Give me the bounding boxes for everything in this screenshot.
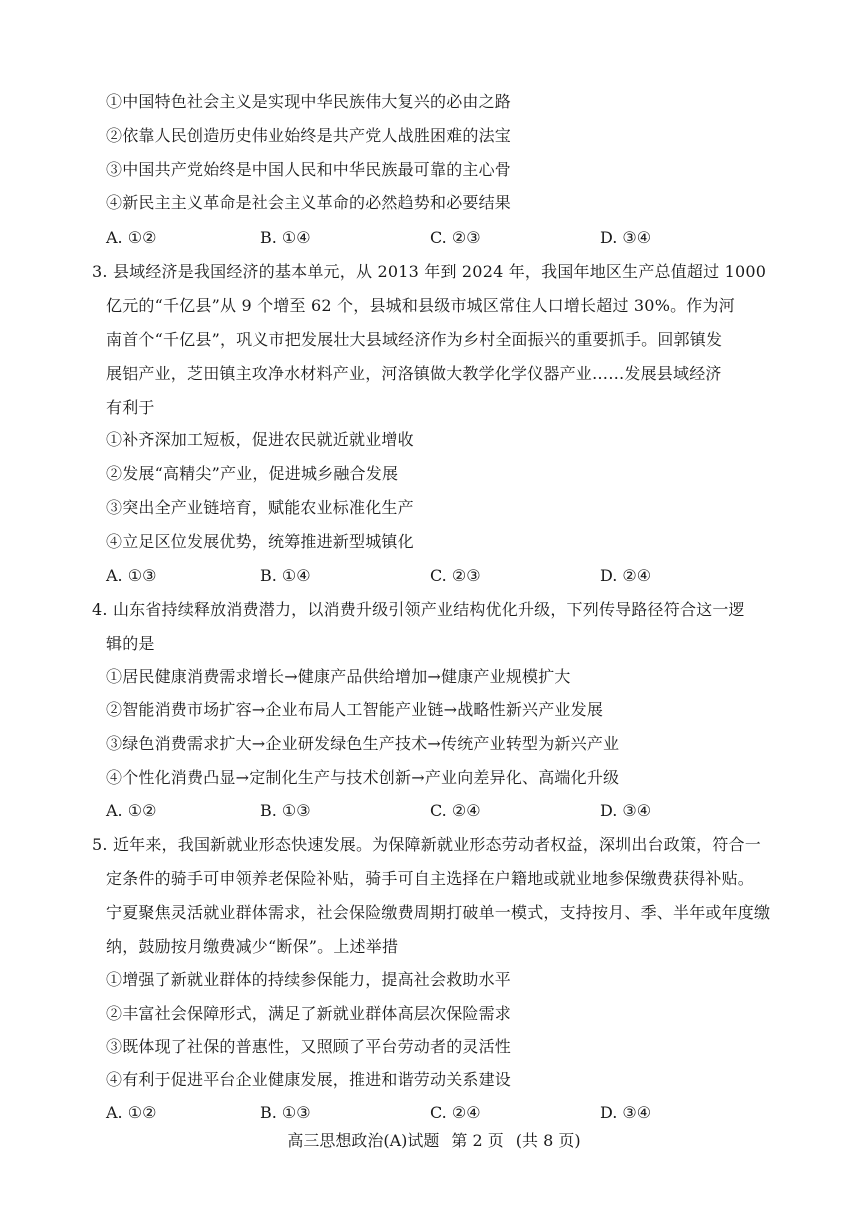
q5-choice-b: B. ①③: [260, 1103, 311, 1122]
q3-option-1: ①补齐深加工短板，促进农民就近就业增收: [106, 430, 414, 449]
q4-option-1: ①居民健康消费需求增长→健康产品供给增加→健康产业规模扩大: [106, 667, 571, 686]
q5-option-3: ③既体现了社保的普惠性，又照顾了平台劳动者的灵活性: [106, 1037, 512, 1056]
q3-option-4: ④立足区位发展优势，统筹推进新型城镇化: [106, 532, 414, 551]
q2-option-1: ①中国特色社会主义是实现中华民族伟大复兴的必由之路: [106, 92, 512, 111]
q3-option-2: ②发展“高精尖”产业，促进城乡融合发展: [106, 464, 399, 483]
q5-option-2: ②丰富社会保障形式，满足了新就业群体高层次保险需求: [106, 1004, 512, 1023]
q2-option-2: ②依靠人民创造历史伟业始终是共产党人战胜困难的法宝: [106, 126, 512, 145]
q5-stem-line-1: 5. 近年来，我国新就业形态快速发展。为保障新就业形态劳动者权益，深圳出台政策，符合一: [92, 835, 761, 854]
q3-choice-c: C. ②③: [430, 566, 481, 585]
q4-stem-line-2: 辑的是: [106, 634, 155, 653]
q3-choice-a: A. ①③: [106, 566, 157, 585]
q2-option-4: ④新民主主义革命是社会主义革命的必然趋势和必要结果: [106, 193, 512, 212]
q2-choice-a: A. ①②: [106, 228, 157, 247]
q4-choice-b: B. ①③: [260, 801, 311, 820]
q2-choice-d: D. ③④: [600, 228, 652, 247]
q5-choice-d: D. ③④: [600, 1103, 652, 1122]
q3-stem-line-1: 3. 县域经济是我国经济的基本单元，从 2013 年到 2024 年，我国年地区生产总值超过 1000: [92, 262, 767, 281]
q2-option-3: ③中国共产党始终是中国人民和中华民族最可靠的主心骨: [106, 160, 512, 179]
q3-stem-line-2: 亿元的“千亿县”从 9 个增至 62 个，县城和县级市城区常住人口增长超过 30%。作为河: [106, 296, 735, 315]
q3-choice-d: D. ②④: [600, 566, 652, 585]
q4-choice-d: D. ③④: [600, 801, 652, 820]
q5-option-4: ④有利于促进平台企业健康发展，推进和谐劳动关系建设: [106, 1070, 512, 1089]
q5-choice-c: C. ②④: [430, 1103, 481, 1122]
q3-stem-line-3: 南首个“千亿县”，巩义市把发展壮大县域经济作为乡村全面振兴的重要抓手。回郭镇发: [106, 330, 723, 349]
q5-stem-line-3: 宁夏聚焦灵活就业群体需求，社会保险缴费周期打破单一模式，支持按月、季、半年或年度缴: [106, 903, 771, 922]
q4-choice-c: C. ②④: [430, 801, 481, 820]
q5-option-1: ①增强了新就业群体的持续参保能力，提高社会救助水平: [106, 970, 512, 989]
footer-exam-title: 高三思想政治(A)试题: [287, 1131, 440, 1150]
q3-stem-line-4: 展铝产业，芝田镇主攻净水材料产业，河洛镇做大教学化学仪器产业……发展县域经济: [106, 364, 722, 383]
q3-stem-line-5: 有利于: [106, 398, 155, 417]
q4-option-4: ④个性化消费凸显→定制化生产与技术创新→产业向差异化、高端化升级: [106, 768, 620, 787]
q5-choice-a: A. ①②: [106, 1103, 157, 1122]
q4-option-2: ②智能消费市场扩容→企业布局人工智能产业链→战略性新兴产业发展: [106, 700, 604, 719]
footer-total-pages: (共 8 页): [515, 1131, 581, 1150]
footer-page-number: 第 2 页: [451, 1131, 504, 1150]
q2-choice-b: B. ①④: [260, 228, 311, 247]
q5-stem-line-4: 纳，鼓励按月缴费减少“断保”。上述举措: [106, 937, 399, 956]
q5-stem-line-2: 定条件的骑手可申领养老保险补贴，骑手可自主选择在户籍地或就业地参保缴费获得补贴。: [106, 869, 755, 888]
q3-choice-b: B. ①④: [260, 566, 311, 585]
q4-option-3: ③绿色消费需求扩大→企业研发绿色生产技术→传统产业转型为新兴产业: [106, 734, 620, 753]
q4-choice-a: A. ①②: [106, 801, 157, 820]
q4-stem-line-1: 4. 山东省持续释放消费潜力，以消费升级引领产业结构优化升级，下列传导路径符合这一逻: [92, 600, 745, 619]
page-footer: [0, 1131, 868, 1151]
q3-option-3: ③突出全产业链培育，赋能农业标准化生产: [106, 498, 414, 517]
q2-choice-c: C. ②③: [430, 228, 481, 247]
